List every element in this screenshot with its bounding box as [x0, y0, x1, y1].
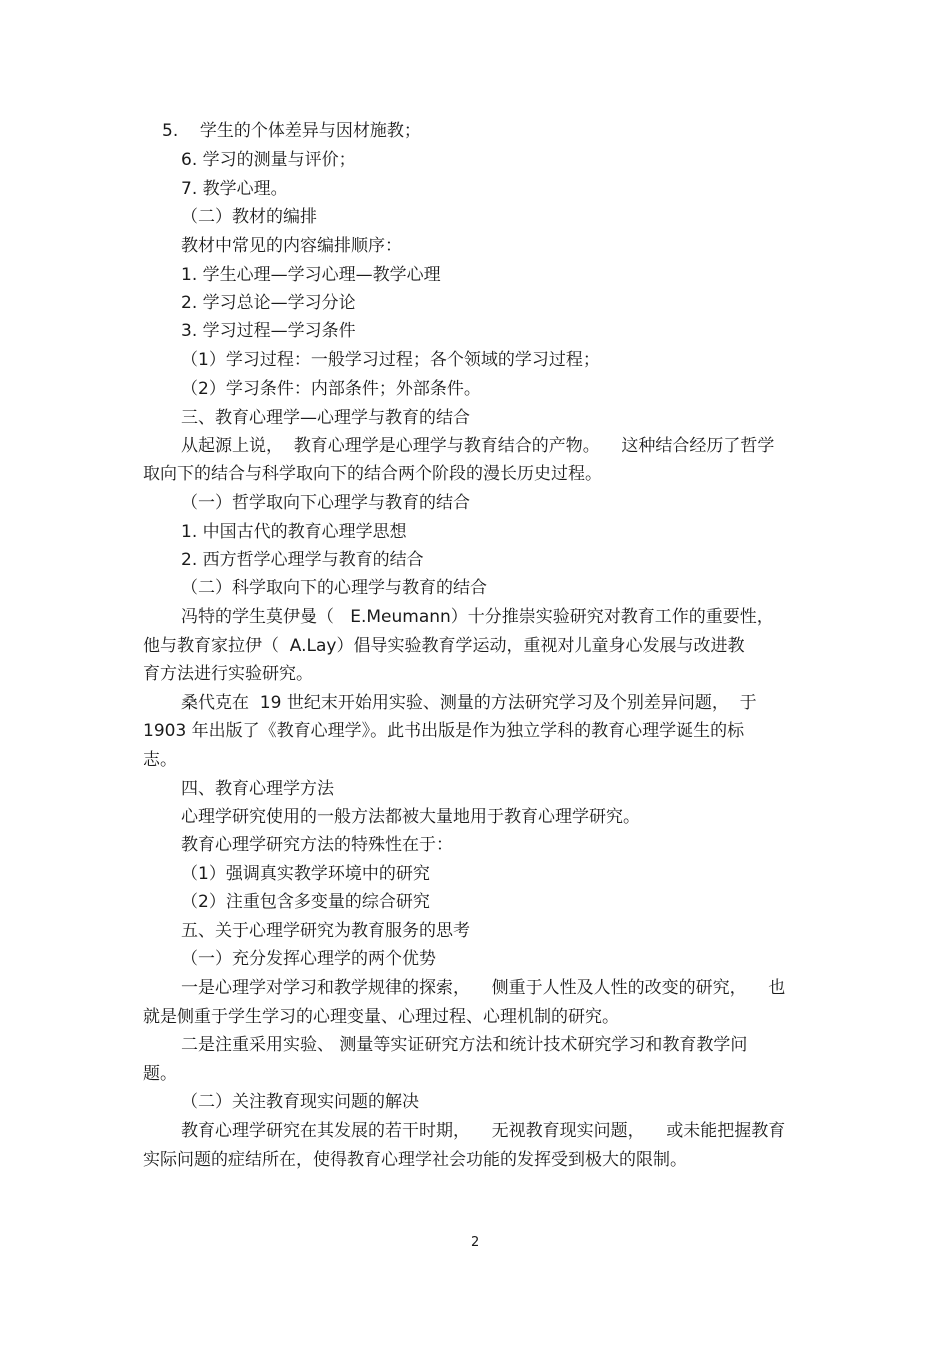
text-line: （1）学习过程：一般学习过程；各个领域的学习过程；: [181, 350, 600, 370]
text-line: 就是侧重于学生学习的心理变量、心理过程、心理机制的研究。: [143, 1007, 619, 1027]
text-line: 冯特的学生莫伊曼（ E.Meumann）十分推崇实验研究对教育工作的重要性，: [181, 607, 774, 627]
text-line: 育方法进行实验研究。: [143, 664, 313, 684]
text-line: 取向下的结合与科学取向下的结合两个阶段的漫长历史过程。: [143, 464, 602, 484]
text-line: （二）科学取向下的心理学与教育的结合: [181, 578, 487, 598]
text-line: 6. 学习的测量与评价；: [181, 150, 356, 170]
text-line: （2）学习条件：内部条件；外部条件。: [181, 379, 481, 399]
page-number: 2: [471, 1235, 480, 1250]
text-line: 实际问题的症结所在，使得教育心理学社会功能的发挥受到极大的限制。: [143, 1150, 687, 1170]
text-line: （二）教材的编排: [181, 207, 317, 227]
text-line: （一）充分发挥心理学的两个优势: [181, 949, 436, 969]
text-line: 5. 学生的个体差异与因材施教；: [162, 121, 421, 141]
text-line: 3. 学习过程—学习条件: [181, 321, 356, 341]
text-line: 桑代克在 19 世纪末开始用实验、测量的方法研究学习及个别差异问题， 于: [181, 693, 757, 713]
text-line: 7. 教学心理。: [181, 179, 288, 199]
text-line: （二）关注教育现实问题的解决: [181, 1092, 419, 1112]
text-line: （1）强调真实教学环境中的研究: [181, 864, 430, 884]
text-line: 教材中常见的内容编排顺序：: [181, 236, 402, 256]
text-line: （一）哲学取向下心理学与教育的结合: [181, 493, 470, 513]
text-line: 二是注重采用实验、 测量等实证研究方法和统计技术研究学习和教育教学问: [181, 1035, 748, 1055]
text-line: 志。: [143, 750, 177, 770]
text-line: 2. 西方哲学心理学与教育的结合: [181, 550, 424, 570]
text-line: 教育心理学研究方法的特殊性在于：: [181, 835, 453, 855]
text-line: 五、关于心理学研究为教育服务的思考: [181, 921, 470, 941]
text-line: 题。: [143, 1064, 177, 1084]
text-line: 心理学研究使用的一般方法都被大量地用于教育心理学研究。: [181, 807, 640, 827]
text-line: 他与教育家拉伊（ A.Lay）倡导实验教育学运动，重视对儿童身心发展与改进教: [143, 636, 745, 656]
text-line: 1. 学生心理—学习心理—教学心理: [181, 265, 441, 285]
text-line: 2. 学习总论—学习分论: [181, 293, 356, 313]
text-line: 从起源上说， 教育心理学是心理学与教育结合的产物。 这种结合经历了哲学: [181, 436, 775, 456]
text-line: 教育心理学研究在其发展的若干时期， 无视教育现实问题， 或未能把握教育: [181, 1121, 786, 1141]
text-line: （2）注重包含多变量的综合研究: [181, 892, 430, 912]
text-line: 三、教育心理学—心理学与教育的结合: [181, 408, 470, 428]
text-line: 1. 中国古代的教育心理学思想: [181, 522, 407, 542]
text-line: 一是心理学对学习和教学规律的探索， 侧重于人性及人性的改变的研究， 也: [181, 978, 786, 998]
text-line: 1903 年出版了《教育心理学》。此书出版是作为独立学科的教育心理学诞生的标: [143, 721, 745, 741]
text-line: 四、教育心理学方法: [181, 779, 334, 799]
